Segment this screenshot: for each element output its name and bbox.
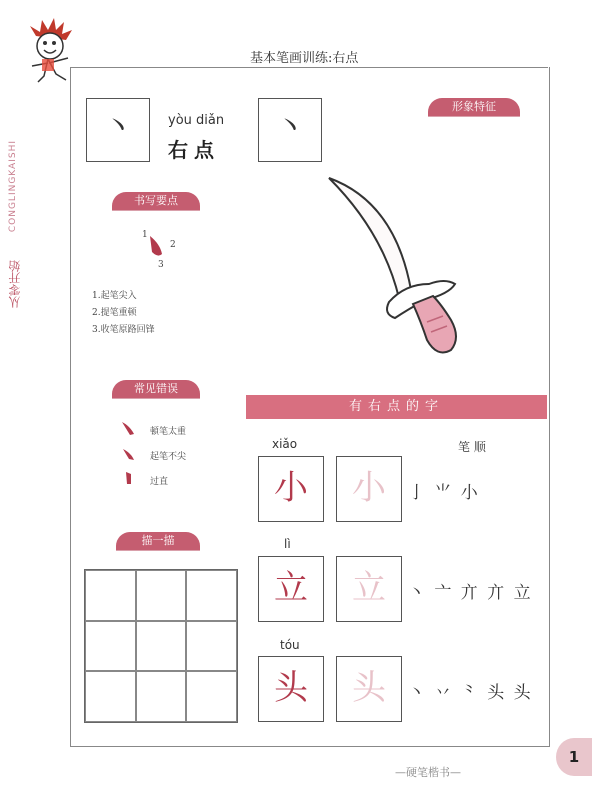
stroke-order-label: 笔 顺 (458, 440, 486, 454)
common-errors-tag (112, 380, 200, 399)
trace-cell[interactable] (85, 671, 136, 722)
trace-cell[interactable] (136, 621, 187, 672)
trace-cell[interactable] (85, 570, 136, 621)
char-3-trace-box[interactable] (336, 656, 402, 722)
trace-tag (116, 532, 200, 551)
writing-tips-tag-underline (112, 210, 200, 211)
trace-cell[interactable] (136, 671, 187, 722)
writing-tips-tag (112, 192, 200, 211)
writing-step-2: 2.提笔重顿 (92, 308, 137, 318)
char-1-model-box (258, 456, 324, 522)
char-2-model-box (258, 556, 324, 622)
error-item-3: 过直 (150, 477, 169, 487)
feature-tag-underline (428, 116, 520, 117)
char-3-stroke-order: 丶 丷 ⺀ 头 头 (408, 683, 533, 703)
char-3-model-box (258, 656, 324, 722)
common-errors-tag-label: 常见错误 (112, 380, 200, 398)
trace-cell[interactable] (186, 621, 237, 672)
stroke-symbol: 丶 (103, 110, 133, 145)
char-2-stroke-order: 丶 亠 亣 亣 立 (408, 583, 533, 603)
writing-step-3: 3.收笔原路回锋 (92, 325, 155, 335)
char-3-trace: 头 (352, 668, 386, 708)
char-3-model: 头 (274, 668, 308, 708)
trace-grid[interactable] (84, 569, 238, 723)
error-stroke-2-icon (120, 446, 138, 466)
char-1-trace: 小 (352, 468, 386, 508)
order-mark-2: 2 (170, 240, 176, 250)
error-stroke-3-icon (122, 470, 136, 490)
trace-cell[interactable] (85, 621, 136, 672)
error-stroke-1-icon (120, 420, 138, 440)
order-mark-1: 1 (142, 230, 148, 240)
stroke-pinyin: yòu diǎn (168, 113, 225, 128)
sidebar-series-pinyin: CONGLINGKAISHI (8, 140, 18, 233)
char-3-pinyin: tóu (280, 638, 300, 652)
char-2-trace: 立 (352, 568, 386, 608)
char-2-model: 立 (274, 568, 308, 608)
writing-tips-tag-label: 书写要点 (112, 192, 200, 210)
sidebar-series-title: 从零开始 (8, 260, 22, 308)
feature-tag (428, 98, 520, 117)
trace-cell[interactable] (136, 570, 187, 621)
char-2-trace-box[interactable] (336, 556, 402, 622)
char-1-trace-box[interactable] (336, 456, 402, 522)
trace-cell[interactable] (186, 671, 237, 722)
stroke-symbol-copy: 丶 (275, 110, 305, 145)
order-mark-3: 3 (158, 260, 164, 270)
char-1-pinyin: xiǎo (272, 437, 298, 451)
error-item-2: 起笔不尖 (150, 452, 187, 462)
char-1-model: 小 (274, 468, 308, 508)
feature-tag-label: 形象特征 (428, 98, 520, 116)
error-item-1: 頓笔太重 (150, 427, 187, 437)
trace-tag-label: 描一描 (116, 532, 200, 550)
dagger-illustration (325, 172, 475, 362)
trace-cell[interactable] (186, 570, 237, 621)
stroke-demo-box-right (258, 98, 322, 162)
title-divider (70, 67, 548, 68)
stroke-name: 右点 (168, 138, 220, 162)
stroke-order-diagram (140, 228, 180, 272)
page-title: 基本笔画训练:右点 (250, 51, 359, 66)
chars-banner: 有右点的字 (246, 395, 547, 419)
char-1-stroke-order: 亅 ⺌ 小 (408, 483, 480, 503)
footer-label: —硬笔楷书— (395, 766, 461, 779)
common-errors-tag-underline (112, 398, 200, 399)
stroke-demo-box-left (86, 98, 150, 162)
page-number: 1 (556, 738, 592, 776)
char-2-pinyin: lì (284, 537, 291, 551)
trace-tag-underline (116, 550, 200, 551)
writing-step-1: 1.起笔尖入 (92, 291, 137, 301)
